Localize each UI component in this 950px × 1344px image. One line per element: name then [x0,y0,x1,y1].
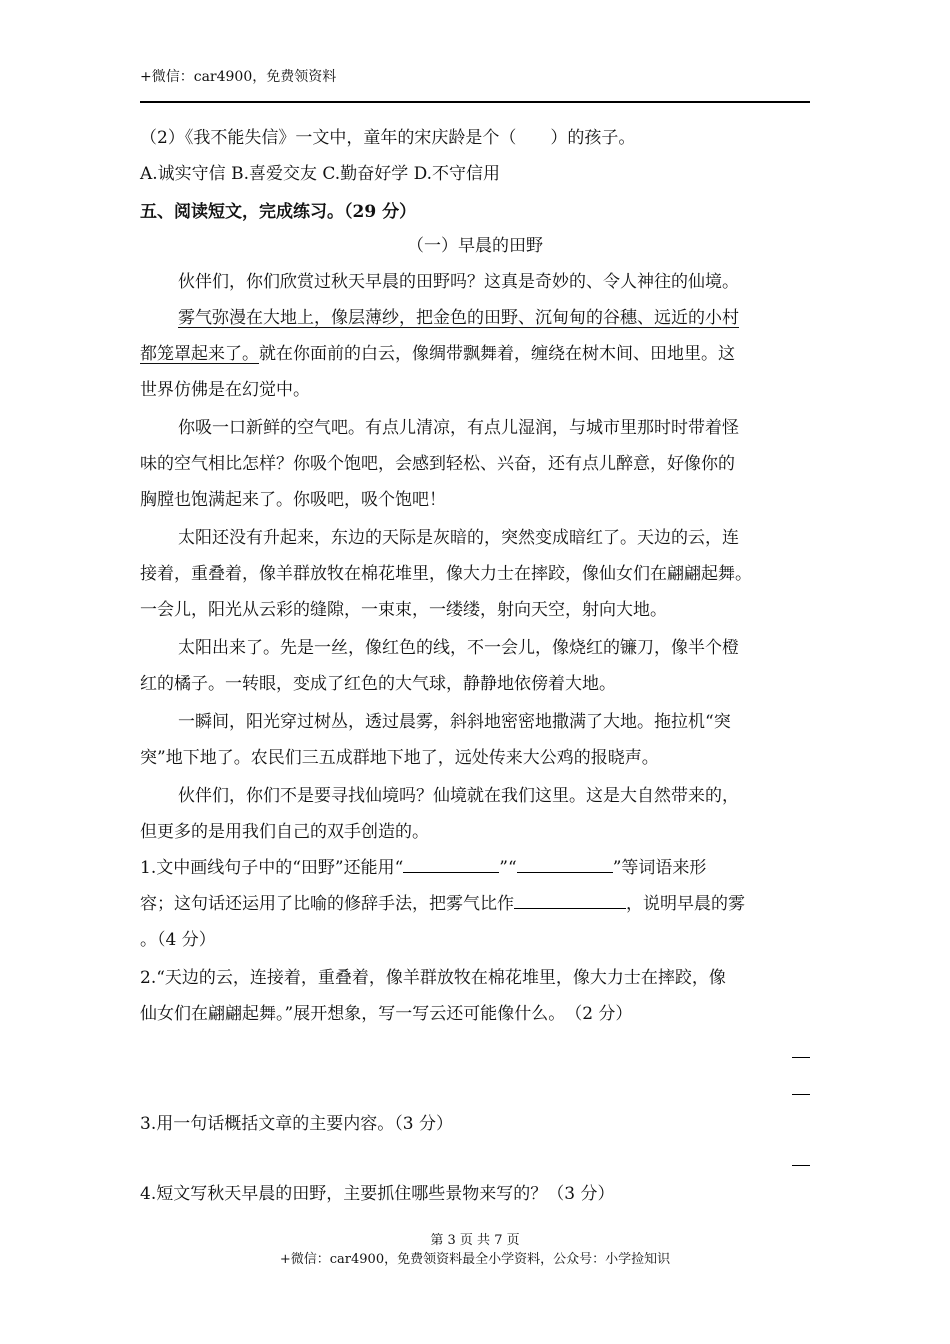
paragraph-7-line-1: 伙伴们，你们不是要寻找仙境吗？仙境就在我们这里。这是大自然带来的， [178,786,739,806]
paragraph-3-line-3: 胸膛也饱满起来了。你吸吧，吸个饱吧！ [140,490,446,510]
header-rule [140,101,810,103]
question-1-text-b: ”“ [499,858,517,878]
paragraph-4-line-3: 一会儿，阳光从云彩的缝隙，一束束，一缕缕，射向天空，射向大地。 [140,600,667,620]
question-1-text-a: 1.文中画线句子中的“田野”还能用“ [140,858,404,878]
answer-blank-2[interactable] [517,858,613,873]
paragraph-7-line-2: 但更多的是用我们自己的双手创造的。 [140,822,429,842]
question-1-line-2 [140,892,745,916]
question-2-line-1: 2.“天边的云，连接着，重叠着，像羊群放牧在棉花堆里，像大力士在摔跤，像 [140,968,726,988]
header-promo-text: +微信：car4900，免费领资料 [140,69,337,85]
paragraph-2-line-2 [140,342,735,366]
question-1-line-3: 。（4 分） [140,930,216,950]
underlined-sentence-part-1: 雾气弥漫在大地上，像层薄纱，把金色的田野、沉甸甸的谷穗、远近的小村 [178,308,739,328]
paragraph-5-line-2: 红的橘子。一转眼，变成了红色的大气球，静静地依傍着大地。 [140,674,616,694]
paragraph-3-line-1: 你吸一口新鲜的空气吧。有点儿清凉，有点儿湿润，与城市里那时时带着怪 [178,418,739,438]
question-2-options: A.诚实守信 B.喜爱交友 C.勤奋好学 D.不守信用 [140,164,501,184]
question-4: 4.短文写秋天早晨的田野，主要抓住哪些景物来写的？（3 分） [140,1184,615,1204]
paragraph-6-line-2: 突”地下地了。农民们三五成群地下地了，远处传来大公鸡的报晓声。 [140,748,659,768]
paragraph-2-rest: 就在你面前的白云，像绸带飘舞着，缠绕在树木间、田地里。这 [259,344,735,364]
question-2: （2）《我不能失信》一文中，童年的宋庆龄是个（ ）的孩子。 [140,128,636,148]
question-1-text-e: ，说明早晨的雾 [626,894,745,914]
paragraph-4-line-2: 接着，重叠着，像羊群放牧在棉花堆里，像大力士在摔跤，像仙女们在翩翩起舞。 [140,564,752,584]
question-2-line-2: 仙女们在翩翩起舞。”展开想象，写一写云还可能像什么。 （2 分） [140,1004,633,1024]
question-1-text-c: ”等词语来形 [612,858,707,878]
passage-title: （一）早晨的田野 [407,236,543,256]
paragraph-1: 伙伴们，你们欣赏过秋天早晨的田野吗？这真是奇妙的、令人神往的仙境。 [178,272,739,292]
paragraph-5-line-1: 太阳出来了。先是一丝，像红色的线，不一会儿，像烧红的镰刀，像半个橙 [178,638,739,658]
question-1-text-d: 容；这句话还运用了比喻的修辞手法，把雾气比作 [140,894,514,914]
footer-promo-text: +微信：car4900，免费领资料最全小学资料，公众号：小学捡知识 [279,1252,671,1267]
question-3: 3.用一句话概括文章的主要内容。（3 分） [140,1114,453,1134]
answer-line-q3[interactable] [792,1165,810,1166]
answer-line-q2-2[interactable] [792,1094,810,1095]
paragraph-3-line-2: 味的空气相比怎样？你吸个饱吧，会感到轻松、兴奋，还有点儿醉意，好像你的 [140,454,735,474]
answer-line-q2-1[interactable] [792,1057,810,1058]
paragraph-4-line-1: 太阳还没有升起来，东边的天际是灰暗的，突然变成暗红了。天边的云，连 [178,528,739,548]
paragraph-2-line-3: 世界仿佛是在幻觉中。 [140,380,310,400]
page-number: 第 3 页 共 7 页 [430,1233,520,1248]
section-5-title: 五、阅读短文，完成练习。（29 分） [140,202,417,222]
answer-blank-3[interactable] [514,894,626,909]
underlined-sentence-part-2: 都笼罩起来了。 [140,344,259,364]
answer-blank-1[interactable] [403,858,499,873]
paragraph-6-line-1: 一瞬间，阳光穿过树丛，透过晨雾，斜斜地密密地撒满了大地。拖拉机“突 [178,712,731,732]
question-1-line-1 [140,856,706,880]
